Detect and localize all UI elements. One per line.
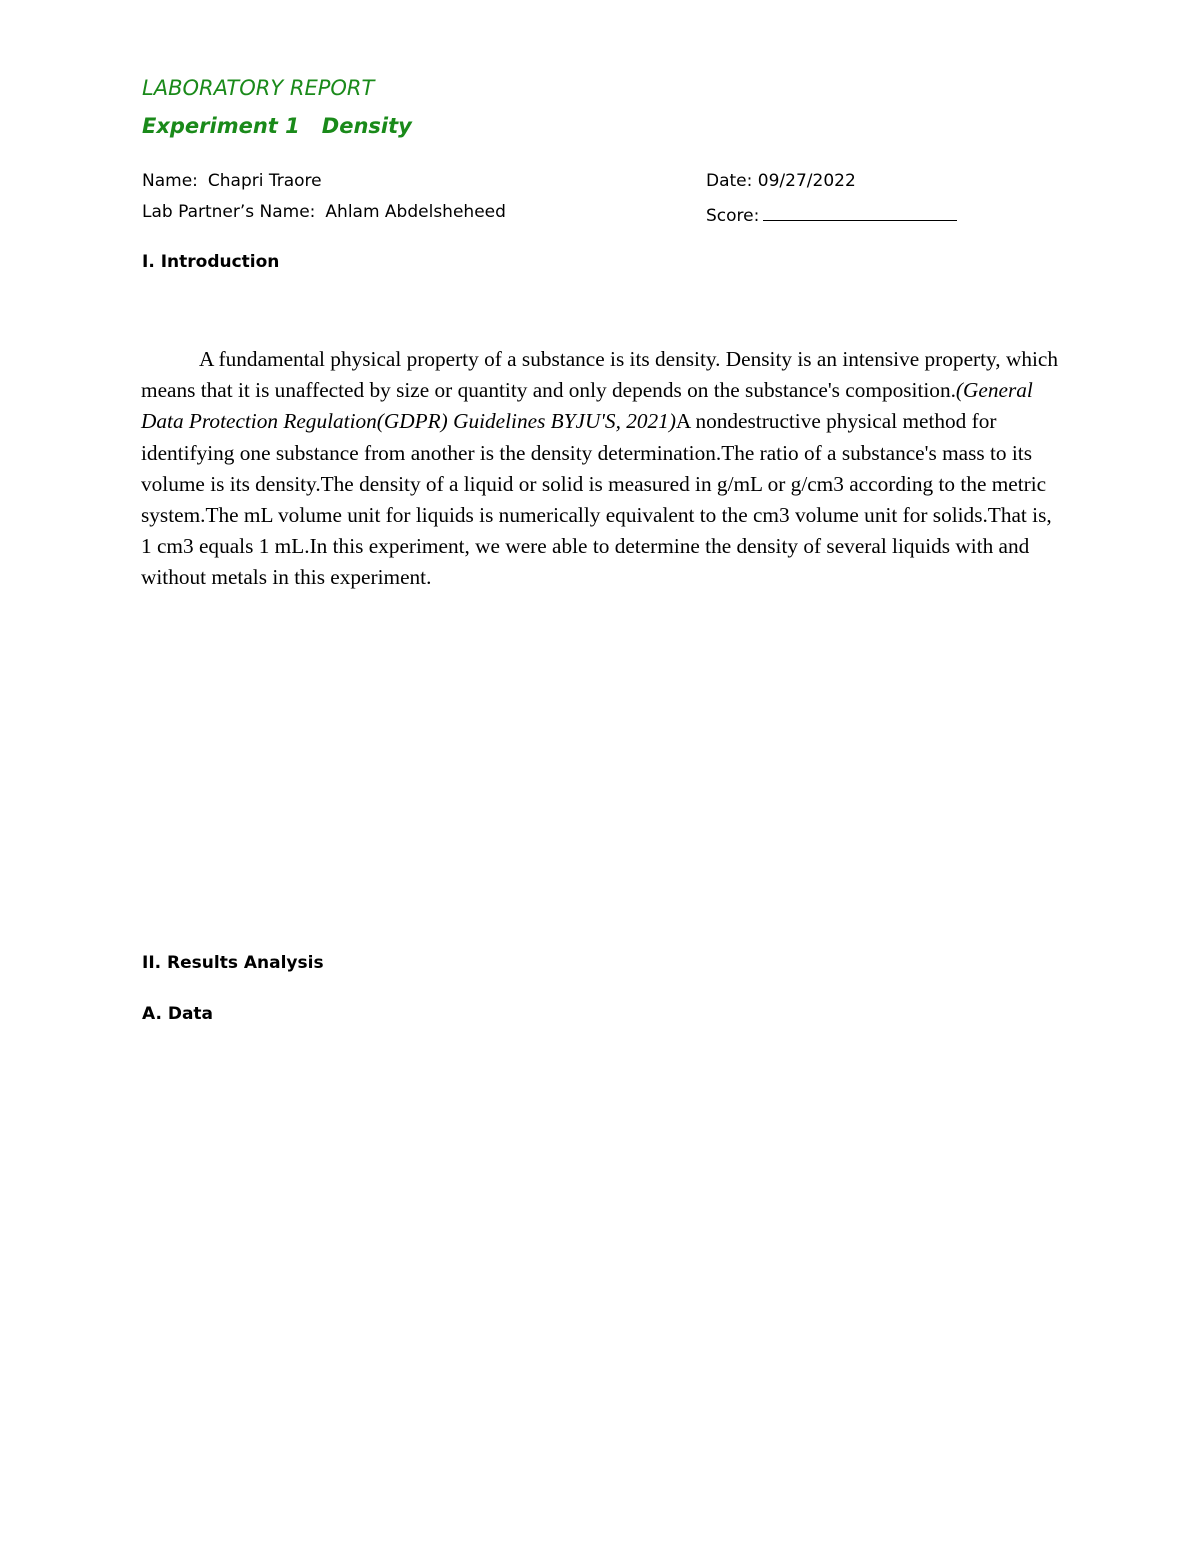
partner-field	[142, 202, 506, 222]
score-blank-line	[763, 202, 957, 221]
introduction-paragraph	[141, 344, 1066, 594]
date-field	[706, 171, 856, 191]
introduction-heading: I. Introduction	[142, 252, 280, 272]
date-value: 09/27/2022	[757, 171, 856, 191]
name-field	[142, 171, 322, 191]
intro-citation: (General Data Protection Regulation(GDPR) Guidelines BYJU'S, 2021)	[141, 378, 1033, 434]
report-title: LABORATORY REPORT	[142, 76, 375, 100]
name-value: Chapri Traore	[207, 171, 322, 191]
partner-label: Lab Partner’s Name:	[142, 202, 316, 222]
date-label: Date:	[706, 171, 753, 191]
intro-text-part2: A nondestructive physical method for identifying one substance from another is the density determination.The ratio of a substance's mass to its volume is its density.The density of a liquid or solid is measured in g/mL or g/cm3 according to the metric system.The mL volume unit for liquids is numerically equivalent to the cm3 volume unit for solids.That is, 1 cm3 equals 1 mL.In this experiment, we were able to determine the density of several liquids with and without metals in this experiment.	[141, 409, 1052, 590]
partner-value: Ahlam Abdelsheheed	[325, 202, 506, 222]
score-label: Score:	[706, 206, 760, 226]
score-field	[706, 202, 957, 226]
name-label: Name:	[142, 171, 198, 191]
experiment-title	[142, 114, 412, 138]
experiment-label: Experiment 1	[142, 114, 300, 138]
experiment-name: Density	[321, 114, 412, 138]
data-heading: A. Data	[142, 1004, 214, 1024]
results-analysis-heading: II. Results Analysis	[142, 953, 324, 973]
intro-text-part1: A fundamental physical property of a substance is its density. Density is an intensive property, which means that it is unaffected by size or quantity and only depends on the substance's composition.	[141, 347, 1058, 403]
